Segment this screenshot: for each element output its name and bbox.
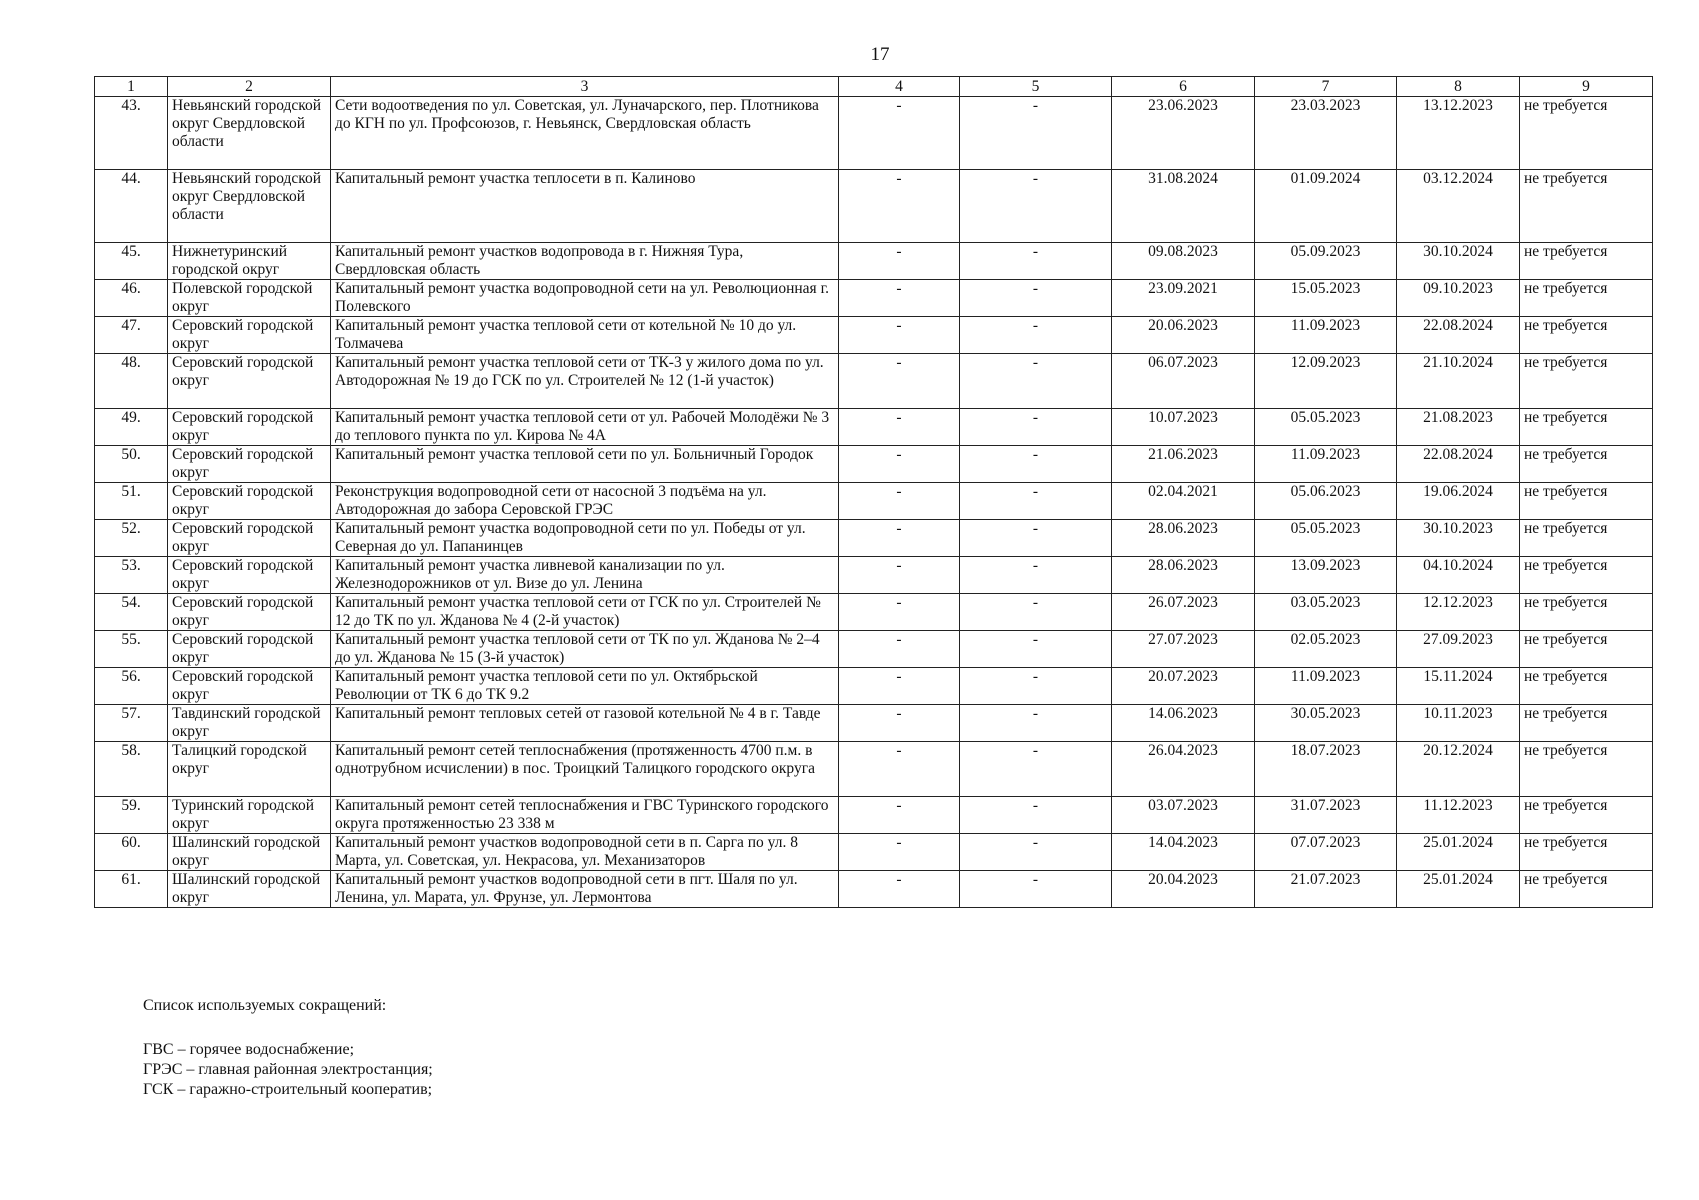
date6-cell: 23.06.2023: [1112, 97, 1255, 170]
col4-cell: -: [839, 742, 960, 797]
municipality-cell: Туринский городской округ: [168, 797, 331, 834]
table-row: [95, 446, 1653, 483]
col5-cell: -: [960, 483, 1112, 520]
col4-cell: -: [839, 834, 960, 871]
col5-cell: -: [960, 668, 1112, 705]
date7-cell: 05.05.2023: [1255, 409, 1397, 446]
date7-cell: 30.05.2023: [1255, 705, 1397, 742]
col4-cell: -: [839, 797, 960, 834]
requirement-cell: не требуется: [1520, 317, 1653, 354]
date6-cell: 31.08.2024: [1112, 170, 1255, 243]
municipality-cell: Серовский городской округ: [168, 483, 331, 520]
table-row: [95, 742, 1653, 797]
requirement-cell: не требуется: [1520, 243, 1653, 280]
object-cell: Капитальный ремонт участков водопроводной сети в пгт. Шаля по ул. Ленина, ул. Марата, ул. Фрунзе, ул. Лермонтова: [331, 871, 839, 908]
col5-cell: -: [960, 520, 1112, 557]
row-number: 58.: [95, 742, 168, 797]
date6-cell: 06.07.2023: [1112, 354, 1255, 409]
column-header: 8: [1397, 77, 1520, 97]
page-number: 17: [870, 44, 890, 65]
object-cell: Капитальный ремонт сетей теплоснабжения и ГВС Туринского городского округа протяженностью 23 338 м: [331, 797, 839, 834]
row-number: 52.: [95, 520, 168, 557]
row-number: 53.: [95, 557, 168, 594]
requirement-cell: не требуется: [1520, 631, 1653, 668]
row-number: 49.: [95, 409, 168, 446]
col5-cell: -: [960, 243, 1112, 280]
date6-cell: 20.07.2023: [1112, 668, 1255, 705]
row-number: 46.: [95, 280, 168, 317]
date8-cell: 03.12.2024: [1397, 170, 1520, 243]
requirement-cell: не требуется: [1520, 668, 1653, 705]
requirement-cell: не требуется: [1520, 409, 1653, 446]
date8-cell: 04.10.2024: [1397, 557, 1520, 594]
row-number: 48.: [95, 354, 168, 409]
requirement-cell: не требуется: [1520, 483, 1653, 520]
object-cell: Капитальный ремонт участка тепловой сети от ул. Рабочей Молодёжи № 3 до теплового пункта по ул. Кирова № 4А: [331, 409, 839, 446]
object-cell: Капитальный ремонт участка тепловой сети от ТК по ул. Жданова № 2–4 до ул. Жданова № 15 (3-й участок): [331, 631, 839, 668]
requirement-cell: не требуется: [1520, 170, 1653, 243]
object-cell: Капитальный ремонт участка водопроводной сети на ул. Революционная г. Полевского: [331, 280, 839, 317]
date8-cell: 10.11.2023: [1397, 705, 1520, 742]
column-header: 3: [331, 77, 839, 97]
abbreviation-item: ГВС – горячее водоснабжение;: [143, 1041, 355, 1058]
date8-cell: 19.06.2024: [1397, 483, 1520, 520]
date8-cell: 20.12.2024: [1397, 742, 1520, 797]
row-number: 51.: [95, 483, 168, 520]
municipality-cell: Серовский городской округ: [168, 317, 331, 354]
row-number: 59.: [95, 797, 168, 834]
date7-cell: 07.07.2023: [1255, 834, 1397, 871]
municipality-cell: Серовский городской округ: [168, 354, 331, 409]
municipality-cell: Серовский городской округ: [168, 631, 331, 668]
date6-cell: 14.04.2023: [1112, 834, 1255, 871]
date6-cell: 20.06.2023: [1112, 317, 1255, 354]
col5-cell: -: [960, 871, 1112, 908]
col4-cell: -: [839, 446, 960, 483]
date8-cell: 30.10.2024: [1397, 243, 1520, 280]
col4-cell: -: [839, 483, 960, 520]
date7-cell: 02.05.2023: [1255, 631, 1397, 668]
municipality-cell: Шалинский городской округ: [168, 834, 331, 871]
table-row: [95, 317, 1653, 354]
table-row: [95, 483, 1653, 520]
table-row: [95, 834, 1653, 871]
col5-cell: -: [960, 557, 1112, 594]
table-row: [95, 594, 1653, 631]
date6-cell: 23.09.2021: [1112, 280, 1255, 317]
row-number: 57.: [95, 705, 168, 742]
row-number: 50.: [95, 446, 168, 483]
municipality-cell: Серовский городской округ: [168, 446, 331, 483]
object-cell: Капитальный ремонт участка ливневой канализации по ул. Железнодорожников от ул. Визе до ул. Ленина: [331, 557, 839, 594]
col5-cell: -: [960, 280, 1112, 317]
object-cell: Капитальный ремонт участка тепловой сети по ул. Октябрьской Революции от ТК 6 до ТК 9.2: [331, 668, 839, 705]
col5-cell: -: [960, 97, 1112, 170]
column-header: 1: [95, 77, 168, 97]
date8-cell: 09.10.2023: [1397, 280, 1520, 317]
col4-cell: -: [839, 705, 960, 742]
object-cell: Капитальный ремонт участка тепловой сети от ГСК по ул. Строителей № 12 до ТК по ул. Жданова № 4 (2-й участок): [331, 594, 839, 631]
abbreviation-item: ГРЭС – главная районная электростанция;: [143, 1061, 433, 1078]
col5-cell: -: [960, 409, 1112, 446]
col4-cell: -: [839, 280, 960, 317]
municipality-cell: Полевской городской округ: [168, 280, 331, 317]
abbreviations-title: Список используемых сокращений:: [143, 997, 387, 1014]
col4-cell: -: [839, 871, 960, 908]
object-cell: Капитальный ремонт участков водопровода в г. Нижняя Тура, Свердловская область: [331, 243, 839, 280]
col4-cell: -: [839, 557, 960, 594]
date6-cell: 14.06.2023: [1112, 705, 1255, 742]
requirement-cell: не требуется: [1520, 871, 1653, 908]
date7-cell: 05.06.2023: [1255, 483, 1397, 520]
object-cell: Капитальный ремонт участка теплосети в п. Калиново: [331, 170, 839, 243]
date7-cell: 05.05.2023: [1255, 520, 1397, 557]
table-row: [95, 631, 1653, 668]
municipality-cell: Тавдинский городской округ: [168, 705, 331, 742]
date7-cell: 15.05.2023: [1255, 280, 1397, 317]
date8-cell: 15.11.2024: [1397, 668, 1520, 705]
date7-cell: 01.09.2024: [1255, 170, 1397, 243]
municipality-cell: Серовский городской округ: [168, 520, 331, 557]
date8-cell: 13.12.2023: [1397, 97, 1520, 170]
date8-cell: 30.10.2023: [1397, 520, 1520, 557]
date7-cell: 13.09.2023: [1255, 557, 1397, 594]
table-row: [95, 520, 1653, 557]
date7-cell: 05.09.2023: [1255, 243, 1397, 280]
requirement-cell: не требуется: [1520, 742, 1653, 797]
date7-cell: 11.09.2023: [1255, 317, 1397, 354]
date6-cell: 28.06.2023: [1112, 557, 1255, 594]
table-body: [95, 97, 1653, 908]
row-number: 47.: [95, 317, 168, 354]
column-header: 2: [168, 77, 331, 97]
col5-cell: -: [960, 631, 1112, 668]
col4-cell: -: [839, 594, 960, 631]
col5-cell: -: [960, 705, 1112, 742]
row-number: 56.: [95, 668, 168, 705]
municipality-cell: Серовский городской округ: [168, 409, 331, 446]
table-row: [95, 409, 1653, 446]
table-row: [95, 871, 1653, 908]
date8-cell: 22.08.2024: [1397, 317, 1520, 354]
table-row: [95, 243, 1653, 280]
table-row: [95, 170, 1653, 243]
projects-table: [94, 76, 1653, 908]
col5-cell: -: [960, 354, 1112, 409]
municipality-cell: Серовский городской округ: [168, 557, 331, 594]
col4-cell: -: [839, 631, 960, 668]
col5-cell: -: [960, 317, 1112, 354]
row-number: 43.: [95, 97, 168, 170]
date7-cell: 31.07.2023: [1255, 797, 1397, 834]
row-number: 55.: [95, 631, 168, 668]
municipality-cell: Серовский городской округ: [168, 594, 331, 631]
object-cell: Капитальный ремонт тепловых сетей от газовой котельной № 4 в г. Тавде: [331, 705, 839, 742]
requirement-cell: не требуется: [1520, 520, 1653, 557]
col4-cell: -: [839, 317, 960, 354]
col4-cell: -: [839, 243, 960, 280]
col4-cell: -: [839, 170, 960, 243]
date8-cell: 21.10.2024: [1397, 354, 1520, 409]
col5-cell: -: [960, 742, 1112, 797]
header-row: [95, 77, 1653, 97]
table-row: [95, 97, 1653, 170]
date6-cell: 27.07.2023: [1112, 631, 1255, 668]
object-cell: Капитальный ремонт участка водопроводной сети по ул. Победы от ул. Северная до ул. Папанинцев: [331, 520, 839, 557]
municipality-cell: Шалинский городской округ: [168, 871, 331, 908]
col5-cell: -: [960, 594, 1112, 631]
col4-cell: -: [839, 97, 960, 170]
col5-cell: -: [960, 446, 1112, 483]
row-number: 61.: [95, 871, 168, 908]
column-header: 9: [1520, 77, 1653, 97]
abbreviations-list: [143, 1040, 433, 1100]
col4-cell: -: [839, 520, 960, 557]
col5-cell: -: [960, 797, 1112, 834]
object-cell: Капитальный ремонт участка тепловой сети от ТК-3 у жилого дома по ул. Автодорожная № 19 до ГСК по ул. Строителей № 12 (1-й участок): [331, 354, 839, 409]
object-cell: Капитальный ремонт сетей теплоснабжения (протяженность 4700 п.м. в однотрубном исчислении) в пос. Троицкий Талицкого городского округа: [331, 742, 839, 797]
requirement-cell: не требуется: [1520, 834, 1653, 871]
date8-cell: 27.09.2023: [1397, 631, 1520, 668]
object-cell: Капитальный ремонт участков водопроводной сети в п. Сарга по ул. 8 Марта, ул. Советская, ул. Некрасова, ул. Механизаторов: [331, 834, 839, 871]
row-number: 54.: [95, 594, 168, 631]
date7-cell: 03.05.2023: [1255, 594, 1397, 631]
col5-cell: -: [960, 170, 1112, 243]
requirement-cell: не требуется: [1520, 797, 1653, 834]
date7-cell: 11.09.2023: [1255, 446, 1397, 483]
column-header: 7: [1255, 77, 1397, 97]
column-header: 4: [839, 77, 960, 97]
requirement-cell: не требуется: [1520, 557, 1653, 594]
date8-cell: 21.08.2023: [1397, 409, 1520, 446]
date8-cell: 25.01.2024: [1397, 834, 1520, 871]
date6-cell: 03.07.2023: [1112, 797, 1255, 834]
column-header: 6: [1112, 77, 1255, 97]
date7-cell: 11.09.2023: [1255, 668, 1397, 705]
date6-cell: 26.07.2023: [1112, 594, 1255, 631]
date6-cell: 09.08.2023: [1112, 243, 1255, 280]
table-row: [95, 797, 1653, 834]
municipality-cell: Невьянский городской округ Свердловской области: [168, 170, 331, 243]
row-number: 45.: [95, 243, 168, 280]
date6-cell: 02.04.2021: [1112, 483, 1255, 520]
date8-cell: 11.12.2023: [1397, 797, 1520, 834]
municipality-cell: Невьянский городской округ Свердловской области: [168, 97, 331, 170]
col5-cell: -: [960, 834, 1112, 871]
table-row: [95, 280, 1653, 317]
table-row: [95, 668, 1653, 705]
col4-cell: -: [839, 354, 960, 409]
date6-cell: 26.04.2023: [1112, 742, 1255, 797]
municipality-cell: Нижнетуринский городской округ: [168, 243, 331, 280]
requirement-cell: не требуется: [1520, 97, 1653, 170]
column-header: 5: [960, 77, 1112, 97]
object-cell: Капитальный ремонт участка тепловой сети по ул. Больничный Городок: [331, 446, 839, 483]
row-number: 60.: [95, 834, 168, 871]
abbreviation-item: ГСК – гаражно-строительный кооператив;: [143, 1081, 433, 1098]
row-number: 44.: [95, 170, 168, 243]
object-cell: Сети водоотведения по ул. Советская, ул. Луначарского, пер. Плотникова до КГН по ул. Профсоюзов, г. Невьянск, Свердловская область: [331, 97, 839, 170]
municipality-cell: Талицкий городской округ: [168, 742, 331, 797]
table-row: [95, 557, 1653, 594]
requirement-cell: не требуется: [1520, 705, 1653, 742]
table-row: [95, 354, 1653, 409]
date6-cell: 20.04.2023: [1112, 871, 1255, 908]
date7-cell: 18.07.2023: [1255, 742, 1397, 797]
col4-cell: -: [839, 409, 960, 446]
date8-cell: 25.01.2024: [1397, 871, 1520, 908]
date8-cell: 12.12.2023: [1397, 594, 1520, 631]
date6-cell: 10.07.2023: [1112, 409, 1255, 446]
date8-cell: 22.08.2024: [1397, 446, 1520, 483]
requirement-cell: не требуется: [1520, 594, 1653, 631]
date7-cell: 23.03.2023: [1255, 97, 1397, 170]
date6-cell: 21.06.2023: [1112, 446, 1255, 483]
object-cell: Реконструкция водопроводной сети от насосной 3 подъёма на ул. Автодорожная до забора Серовской ГРЭС: [331, 483, 839, 520]
requirement-cell: не требуется: [1520, 446, 1653, 483]
date6-cell: 28.06.2023: [1112, 520, 1255, 557]
date7-cell: 21.07.2023: [1255, 871, 1397, 908]
table-row: [95, 705, 1653, 742]
municipality-cell: Серовский городской округ: [168, 668, 331, 705]
requirement-cell: не требуется: [1520, 280, 1653, 317]
object-cell: Капитальный ремонт участка тепловой сети от котельной № 10 до ул. Толмачева: [331, 317, 839, 354]
date7-cell: 12.09.2023: [1255, 354, 1397, 409]
col4-cell: -: [839, 668, 960, 705]
requirement-cell: не требуется: [1520, 354, 1653, 409]
